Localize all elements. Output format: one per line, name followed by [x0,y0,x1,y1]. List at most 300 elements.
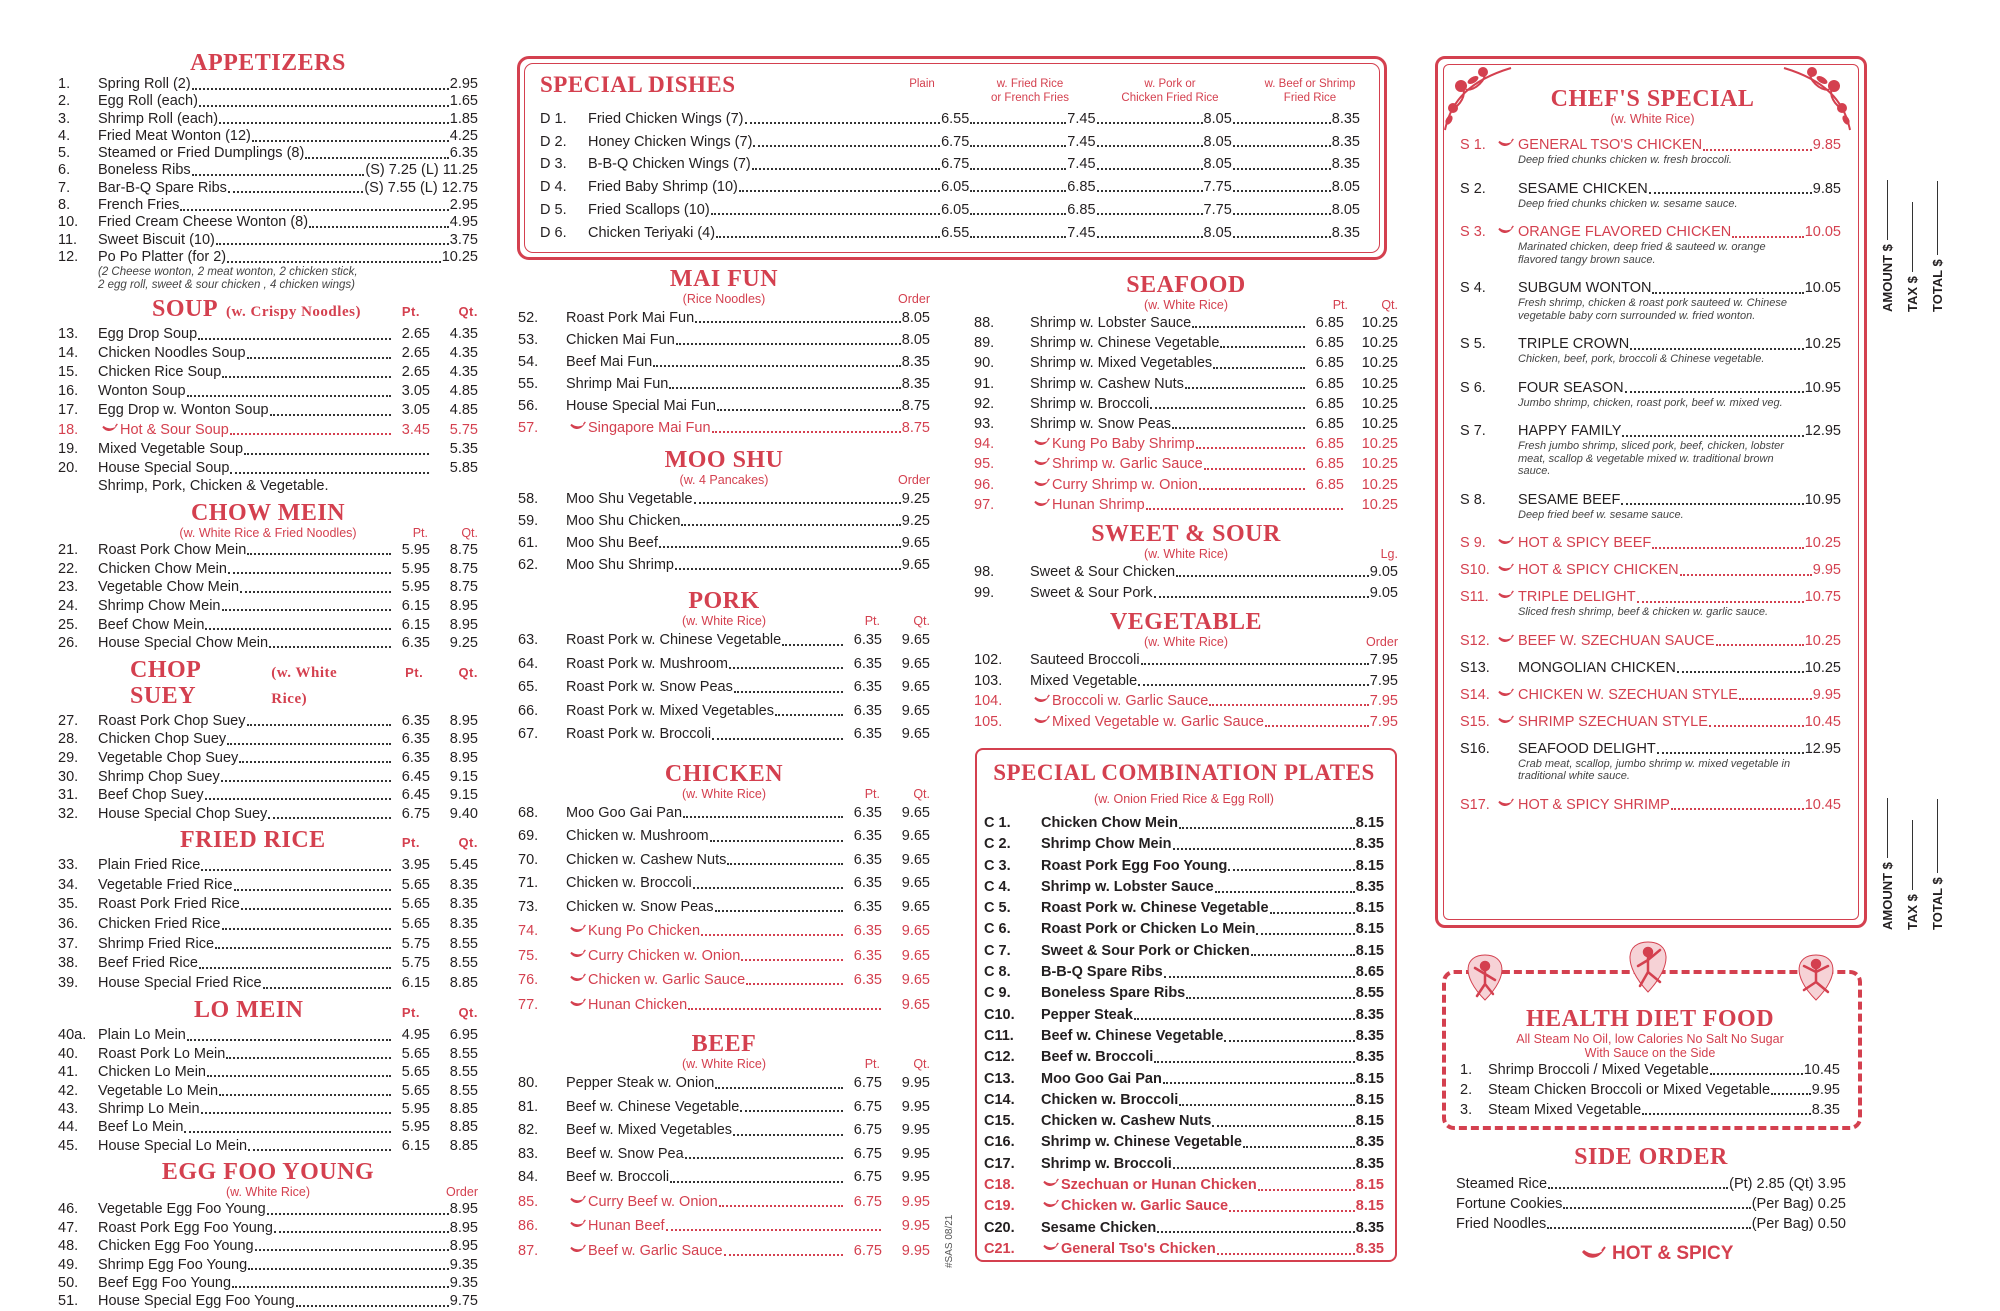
item-number: 93. [974,416,995,433]
soup-pt-header: Pt. [401,304,420,320]
item-name: Sweet & Sour Chicken [1030,564,1176,581]
combo-item-row [984,1005,1384,1026]
item-name: Steamed Rice [1456,1176,1548,1192]
special-dish-row [540,108,1360,131]
item-name: Chicken Teriyaki (4) [588,224,716,241]
item-name: Singapore Mai Fun [588,420,711,436]
hot-spicy-icon [1032,434,1052,454]
hot-spicy-icon [1041,1175,1061,1196]
price-plain: 6.75 [941,156,970,173]
chow-mein-subheader [58,526,478,541]
item-number: 103. [974,672,1003,689]
leader-dots [1270,900,1355,914]
leader-dots [207,1063,391,1077]
chef-special-row [1460,137,1845,154]
item-price-quart: 5.75 [449,422,478,439]
item-price-quart: 6.95 [449,1027,478,1044]
item-price: 2.95 [449,76,478,92]
price-beef-shrimp: 8.35 [1331,224,1360,241]
health-diet-title: HEALTH DIET FOOD [1525,1006,1775,1032]
item-price-pint: 6.35 [853,898,882,915]
item-number: 2. [58,93,71,110]
side-order-row [1456,1194,1846,1214]
chicken-title: CHICKEN [664,760,784,787]
egg-foo-young-title: EGG FOO YOUNG [161,1159,375,1186]
hot-spicy-icon [100,420,120,439]
item-number: 40. [58,1045,79,1062]
item-name: Chicken w. Garlic Sauce [1061,1198,1229,1215]
item-name: Roast Pork w. Mushroom [566,655,728,672]
chili-pepper-icon [569,1244,586,1255]
item-number: S 8. [1460,491,1486,508]
item-name: Beef w. Broccoli [566,1169,670,1185]
item-price: (Per Bag) 0.50 [1751,1216,1846,1232]
leader-dots [1224,1028,1354,1042]
item-price-quart: 9.65 [901,851,930,868]
item-number: C12. [984,1049,1015,1066]
seafood-pt-header: Pt. [1332,298,1348,312]
item-number: 81. [518,1098,539,1115]
item-name: SHRIMP SZECHUAN STYLE [1518,713,1708,730]
item-name: House Special Egg Foo Young [98,1293,295,1310]
item-number: C19. [984,1198,1015,1215]
item-price: 8.95 [449,1219,478,1236]
leader-dots [717,397,901,411]
leader-dots [1258,1177,1355,1191]
item-price-pint: 5.65 [401,1045,430,1062]
price-pork-chicken: 8.05 [1203,224,1232,241]
item-price-quart: 10.25 [1361,375,1398,392]
special-dishes-title: SPECIAL DISHES [540,72,736,97]
chili-pepper-icon [1580,1246,1606,1262]
menu-item-row [974,691,1398,712]
item-name: SUBGUM WONTON [1518,280,1652,296]
seafood-title: SEAFOOD [1126,272,1246,298]
item-price: 9.25 [901,513,930,529]
menu-item-row [518,532,930,554]
menu-item-row [58,895,478,915]
menu-item-row [58,805,478,824]
item-price-pint: 6.75 [853,1122,882,1138]
menu-item-row [518,395,930,417]
leader-dots [1097,224,1203,238]
item-number: 94. [974,436,995,453]
leader-dots [1637,589,1804,603]
item-number: 1. [1460,1062,1473,1078]
hot-spicy-icon [1496,687,1518,704]
leader-dots [1134,1006,1355,1020]
item-name: Pepper Steak w. Onion [566,1075,715,1091]
chef-special-item [1460,137,1845,167]
menu-item-row [58,145,478,162]
item-price-pint: 6.15 [401,616,430,633]
menu-item-row [58,616,478,635]
leader-dots [1622,423,1803,437]
leader-dots [215,935,391,949]
tax-field-top [1905,202,1920,312]
item-name: Kung Po Chicken [588,923,701,939]
menu-item-row [58,363,478,382]
item-price-pint: 6.35 [401,635,430,652]
leader-dots [230,421,391,435]
hot-spicy-icon [1496,797,1518,814]
item-name: Chicken w. Broccoli [1041,1091,1179,1108]
chef-special-row [1460,423,1845,440]
item-name: Hunan Chicken [588,996,688,1013]
item-price: 9.85 [1812,137,1841,153]
item-number: 46. [58,1201,79,1218]
item-price: 9.85 [1812,180,1841,197]
item-price: 8.35 [1355,1006,1384,1023]
leader-dots [1150,395,1305,409]
menu-item-row [518,968,930,993]
item-number: 12. [58,248,79,265]
leader-dots [970,156,1066,170]
chef-special-item [1460,687,1845,704]
item-name: Beef Chop Suey [98,787,204,804]
item-number: S14. [1460,686,1490,703]
item-price: 9.05 [1369,564,1398,581]
item-price-quart: 9.25 [449,635,478,652]
item-price-quart: 9.65 [901,898,930,915]
item-price: 8.35 [1355,1155,1384,1172]
item-price: 8.35 [901,354,930,370]
item-name: Vegetable Fried Rice [98,876,233,893]
item-number: C21. [984,1240,1015,1257]
chef-special-item [1460,492,1845,522]
price-fried-rice: 7.45 [1067,156,1096,173]
leader-dots [1652,280,1803,294]
beef-col-headers [832,1057,930,1072]
item-name: Shrimp w. Broccoli [1030,395,1150,412]
price-pork-chicken: 8.05 [1203,133,1232,150]
leader-dots [1233,201,1331,215]
menu-item-row [58,93,478,110]
item-price-quart: 9.15 [449,768,478,785]
item-price-quart: 8.75 [449,579,478,596]
item-name: Chicken w. Mushroom [566,828,709,844]
item-name: Shrimp Broccoli / Mixed Vegetable [1488,1062,1709,1078]
leader-dots [227,731,391,745]
combo-subtitle: (w. Onion Fried Rice & Egg Roll) [1094,792,1274,806]
health-item-row [1460,1060,1840,1080]
item-price-quart: 8.55 [449,1064,478,1081]
hot-spicy-icon [1032,495,1052,515]
item-price-quart: 10.25 [1361,395,1398,412]
item-name: Wonton Soup [98,383,186,400]
menu-item-row [58,541,478,560]
price-pork-chicken: 8.05 [1203,156,1232,173]
price-beef-shrimp: 8.05 [1331,179,1360,196]
leader-dots [263,975,391,989]
item-price-quart: 8.35 [449,896,478,913]
chef-special-row [1460,380,1845,397]
combo-item-row [984,898,1384,919]
item-price-pint: 5.75 [401,935,430,952]
menu-item-row [58,1063,478,1081]
seafood-list [974,313,1398,515]
item-price: 8.15 [1355,1177,1384,1194]
item-number: 13. [58,326,79,343]
item-number: 1. [58,76,71,92]
item-number: S13. [1460,659,1490,676]
item-price: 2.95 [449,197,478,214]
item-number: 63. [518,632,539,648]
leader-dots [1097,110,1203,124]
menu-item-row [58,440,478,459]
lo-mein-title: LO MEIN [194,997,304,1024]
item-price-pint: 2.65 [401,345,430,362]
appetizers-list [58,76,478,266]
item-name: Sweet & Sour Pork or Chicken [1041,942,1250,959]
hot-spicy-icon [568,919,588,943]
item-number: 77. [518,996,539,1013]
mai-fun-order-header: Order [898,292,930,306]
leader-dots [1179,815,1355,829]
special-dishes-fried-header [960,77,1100,105]
chef-special-row [1460,562,1845,579]
menu-item-row [518,944,930,969]
item-price: 8.15 [1355,857,1384,874]
health-diet-line-1: All Steam No Oil, low Calories No Salt No Sugar [1516,1032,1784,1046]
item-name: Beef w. Mixed Vegetables [566,1122,733,1138]
pork-pt-header: Pt. [864,614,880,628]
item-number: 54. [518,354,539,370]
item-number: D 2. [540,133,567,150]
menu-item-row [58,197,478,214]
leader-dots [201,857,391,871]
leader-dots [309,214,449,228]
vegetable-section [974,609,1398,732]
item-name: Fried Baby Shrimp (10) [588,179,738,196]
leader-dots [1630,336,1804,350]
item-number: D 3. [540,156,567,173]
leader-dots [716,224,940,238]
item-number: 89. [974,335,995,352]
item-number: S 3. [1460,224,1486,240]
chef-special-row [1460,224,1845,241]
item-price-pint: 6.75 [401,805,430,822]
combo-item-row [984,1090,1384,1111]
leader-dots [1173,1155,1355,1169]
leader-dots [270,402,391,416]
price-pork-chicken: 7.75 [1203,201,1232,218]
item-price: 9.35 [449,1256,478,1273]
item-price: 10.45 [1804,796,1841,813]
leader-dots [711,201,940,215]
hot-spicy-label: HOT & SPICY [1612,1243,1734,1264]
menu-item-row [518,700,930,724]
hot-spicy-icon [568,993,588,1017]
leader-dots [688,996,881,1010]
leader-dots [970,133,1066,147]
item-number: 27. [58,712,79,729]
item-number: 42. [58,1082,79,1099]
item-name: Szechuan or Hunan Chicken [1061,1177,1257,1194]
item-number: S12. [1460,632,1490,649]
item-price: 8.35 [1355,878,1384,895]
special-dishes-fried-header-2: or French Fries [991,92,1069,104]
chili-pepper-icon [1033,478,1050,489]
item-price-quart: 8.95 [449,616,478,633]
item-name: Hot & Sour Soup [120,422,229,439]
side-order-row [1456,1214,1846,1234]
menu-item-row [58,111,478,128]
beef-section [518,1031,930,1263]
chefs-special-list [1460,137,1845,814]
fried-rice-list [58,856,478,993]
item-number: D 4. [540,179,567,196]
leader-dots [201,1100,391,1114]
item-number: C15. [984,1113,1015,1130]
dancer-right-icon [1786,950,1846,1010]
item-name: Shrimp w. Garlic Sauce [1052,456,1203,473]
leader-dots [1671,796,1804,810]
price-plain: 6.55 [941,111,970,127]
chef-special-row [1460,535,1845,552]
chicken-qt-header: Qt. [913,786,930,801]
item-name: Egg Drop w. Wonton Soup [98,402,269,419]
menu-item-row [58,1082,478,1100]
item-number: 20. [58,460,79,477]
item-name: HOT & SPICY CHICKEN [1518,562,1679,578]
item-number: 52. [518,310,539,326]
combo-item-row [984,834,1384,855]
total-field-bottom [1930,799,1945,930]
leader-dots [727,851,843,865]
item-name: Beef w. Chinese Vegetable [566,1098,740,1115]
chef-special-item [1460,589,1845,619]
item-number: C 1. [984,815,1011,831]
combo-item-row [984,1218,1384,1239]
combo-item-row [984,1239,1384,1260]
item-name: Vegetable Lo Mein [98,1082,219,1099]
fried-rice-heading [58,827,478,856]
item-price: 8.35 [1355,1049,1384,1066]
leader-dots [693,875,843,889]
item-price-pint: 6.35 [853,804,882,821]
item-name: Moo Shu Vegetable [566,491,693,507]
item-price: 7.95 [1369,652,1398,669]
item-name: Fried Noodles [1456,1216,1547,1232]
item-number: 66. [518,702,539,719]
item-price-pint: 6.85 [1315,335,1344,352]
item-number: 87. [518,1242,539,1259]
item-number: 6. [58,162,71,179]
chef-special-row [1460,336,1845,353]
item-price-pint: 2.65 [401,364,430,381]
leader-dots [222,364,391,378]
amount-label-top: AMOUNT $ [1880,244,1895,312]
menu-item-row [58,420,478,440]
item-number: C 5. [984,900,1011,917]
item-number: 56. [518,398,539,414]
leader-dots [216,231,449,245]
menu-item-row [974,495,1398,515]
leader-dots [199,955,391,969]
appetizers-note-2: 2 egg roll, sweet & sour chicken , 4 chicken wings) [98,279,355,292]
item-price-quart: 4.35 [449,326,478,343]
chow-mein-col-headers [380,526,478,541]
item-price: 8.15 [1355,1113,1384,1130]
item-name: SEAFOOD DELIGHT [1518,740,1656,757]
item-price-quart: 8.85 [449,974,478,991]
seafood-col-headers [1300,298,1398,313]
combo-item-row [984,1111,1384,1132]
chef-special-description: Jumbo shrimp, chicken, roast pork, beef w. mixed veg. [1518,396,1783,409]
sweet-sour-title: SWEET & SOUR [1091,521,1281,548]
item-price: 8.35 [901,376,930,392]
item-price-quart: 8.35 [449,916,478,933]
item-number: D 6. [540,224,567,241]
leader-dots [666,1217,881,1231]
item-name: Shrimp w. Snow Peas [1030,416,1172,433]
item-name: Steam Chicken Broccoli or Mixed Vegetable [1488,1082,1771,1098]
item-number: 76. [518,972,539,988]
item-price-quart: 9.65 [901,804,930,821]
special-dish-row [540,176,1360,199]
combo-item-row [984,1154,1384,1175]
item-number: 84. [518,1169,539,1185]
menu-item-row [518,1096,930,1120]
chili-pepper-icon [1497,688,1514,699]
amount-label-bottom: AMOUNT $ [1880,862,1895,930]
item-price: 9.35 [449,1274,478,1291]
chef-special-description: Fresh shrimp, chicken & roast pork sauteed w. Chinese vegetable baby corn surrounded w. fried wonton. [1518,297,1788,322]
menu-item-row [518,1239,930,1264]
item-price-pint: 6.85 [1315,355,1344,372]
special-dishes-fried-header-1: w. Fried Rice [996,78,1064,90]
menu-item-row [58,876,478,896]
hot-spicy-icon [568,968,588,992]
item-price: 10.95 [1804,379,1841,396]
item-name: Chicken Rice Soup [98,364,222,381]
item-price-pint: 6.75 [853,1242,882,1259]
hot-spicy-icon [1496,562,1518,579]
chef-special-description: Deep fried chunks chicken w. fresh broccoli. [1518,154,1732,166]
item-name: Shrimp w. Broccoli [1041,1155,1172,1172]
item-name: Beef w. Chinese Vegetable [1041,1027,1224,1044]
item-price-quart: 9.40 [449,805,478,822]
soup-qt-header: Qt. [458,304,478,320]
menu-item-row [518,554,930,576]
item-number: 7. [58,179,71,196]
menu-item-row [58,634,478,653]
total-line-top [1937,181,1938,255]
item-number: 3. [58,110,71,127]
dancer-middle-icon [1616,936,1680,1000]
item-number: S10. [1460,562,1490,578]
chef-special-item [1460,633,1845,650]
chef-special-item [1460,562,1845,579]
item-number: 30. [58,768,79,785]
item-price-quart: 10.25 [1361,416,1398,433]
special-dishes-beef-header-2: Fried Rice [1283,92,1337,104]
item-name: Moo Goo Gai Pan [1041,1070,1162,1087]
leader-dots [221,768,391,782]
item-price: 8.15 [1355,942,1384,959]
item-number: 104. [974,693,1003,710]
chili-pepper-icon [1497,225,1514,236]
item-name: Shrimp w. Chinese Vegetable [1030,335,1220,352]
chef-special-item [1460,280,1845,322]
item-price-quart: 8.85 [449,1101,478,1118]
item-price-quart: 8.85 [449,1119,478,1136]
item-price-quart: 5.85 [449,460,478,477]
chef-special-row [1460,181,1845,198]
item-price-pint: 5.75 [401,955,430,972]
menu-item-row [58,786,478,805]
